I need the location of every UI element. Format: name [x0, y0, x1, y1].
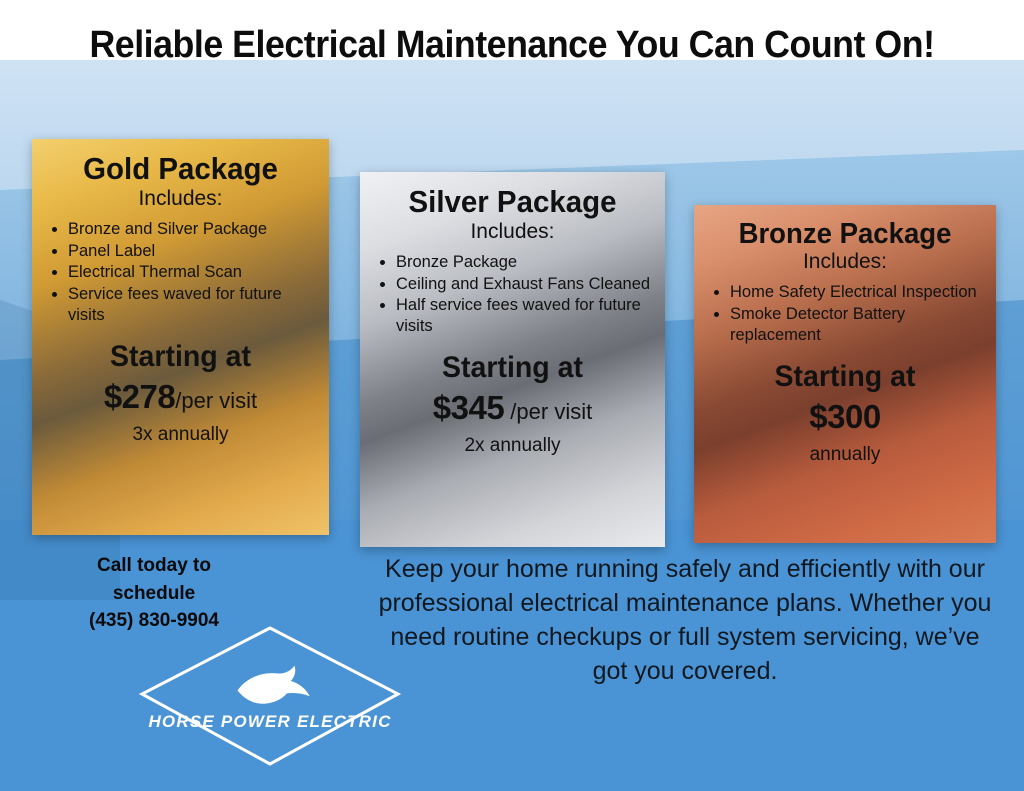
list-item: • Electrical Thermal Scan: [68, 262, 315, 283]
list-item: • Bronze and Silver Package: [68, 219, 315, 240]
package-title-gold: Gold Package: [83, 151, 278, 186]
package-card-bronze: [694, 205, 996, 543]
package-card-gold: [32, 139, 329, 535]
list-item: • Smoke Detector Battery replacement: [730, 304, 982, 346]
price-row-silver: [374, 389, 651, 427]
package-title-bronze: Bronze Package: [738, 218, 952, 250]
call-line-2: schedule: [112, 582, 196, 604]
price-unit-silver: /per visit: [504, 399, 593, 425]
frequency-silver: 2x annually: [464, 435, 561, 457]
phone-number[interactable]: (435) 830-9904: [89, 610, 219, 632]
description-paragraph: Keep your home running safely and efficiently with our professional electrical maintenance plans. Whether you need routine checkups or full system servicing, we’ve got you covered.: [378, 555, 992, 685]
frequency-bronze: annually: [809, 444, 881, 466]
horse-head-icon: [238, 666, 310, 704]
package-card-silver: [360, 172, 665, 547]
starting-label-silver: Starting at: [442, 351, 583, 385]
price-gold: $278: [103, 378, 176, 416]
logo-wordmark: HORSE POWER ELECTRIC: [148, 712, 392, 731]
feature-list-silver: [396, 252, 651, 338]
includes-label-silver: Includes:: [470, 219, 555, 243]
list-item: • Panel Label: [68, 241, 315, 262]
includes-label-gold: Includes:: [138, 186, 223, 210]
list-item: • Home Safety Electrical Inspection: [730, 282, 982, 303]
frequency-gold: 3x annually: [132, 424, 229, 446]
list-item: • Bronze Package: [396, 252, 651, 273]
list-item: • Service fees waved for future visits: [68, 284, 315, 326]
feature-list-bronze: [730, 282, 982, 346]
price-row-gold: [46, 378, 315, 416]
starting-label-gold: Starting at: [110, 340, 251, 374]
page-title: Reliable Electrical Maintenance You Can Count On!: [89, 24, 935, 66]
price-row-bronze: [708, 398, 982, 436]
list-item: • Ceiling and Exhaust Fans Cleaned: [396, 274, 651, 295]
call-line-1: Call today to: [96, 555, 211, 576]
feature-list-gold: [68, 219, 315, 327]
price-silver: $345: [432, 389, 505, 427]
price-unit-gold: /per visit: [175, 388, 258, 414]
includes-label-bronze: Includes:: [802, 250, 888, 274]
list-item: • Half service fees waved for future visits: [396, 295, 651, 337]
price-bronze: $300: [809, 398, 881, 436]
starting-label-bronze: Starting at: [774, 360, 916, 394]
package-title-silver: Silver Package: [408, 184, 617, 219]
